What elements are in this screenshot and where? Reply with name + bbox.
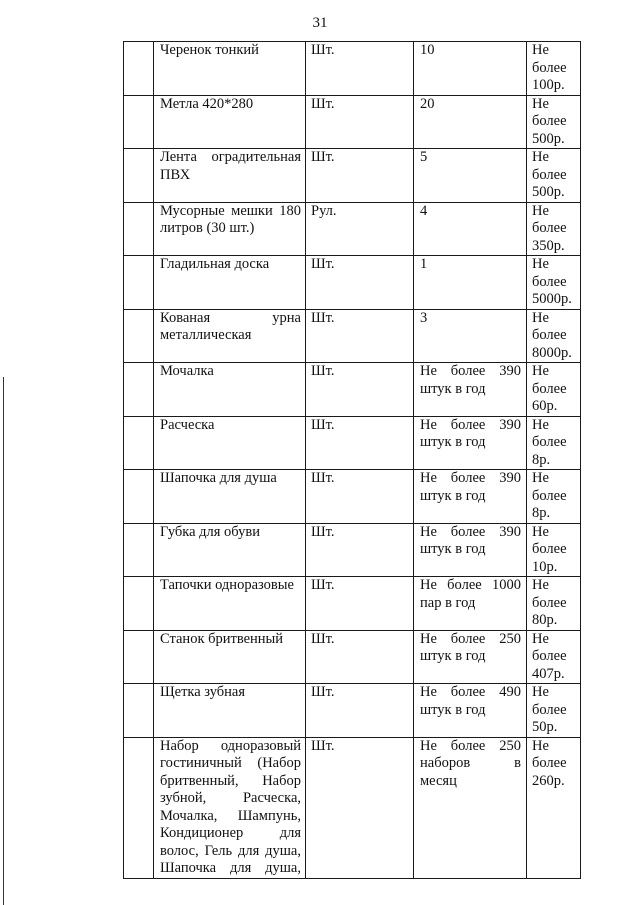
quantity-line: штук в год — [420, 541, 486, 557]
quantity-cell — [414, 470, 527, 524]
unit-cell — [306, 95, 414, 149]
unit-text: Шт. — [311, 737, 335, 754]
price-line: 100р. — [532, 77, 565, 93]
item-name-line: Мочалка, Шампунь, — [160, 807, 301, 824]
item-name-cell — [154, 630, 306, 684]
price-line: 10р. — [532, 558, 558, 575]
item-name-line: Губка для обуви — [160, 523, 260, 540]
price-line: Не — [532, 363, 549, 379]
row-number-cell — [124, 149, 154, 203]
price-line: 5000р. — [532, 291, 572, 307]
quantity-cell — [414, 684, 527, 738]
table-row — [124, 577, 581, 631]
item-name-cell — [154, 202, 306, 256]
price-line: более — [532, 594, 567, 611]
price-line: Не — [532, 630, 549, 647]
price-cell — [527, 202, 581, 256]
item-name-cell — [154, 309, 306, 363]
price-line: Не — [532, 95, 549, 112]
row-number-cell — [124, 42, 154, 96]
quantity-line: Не более 250 — [420, 737, 521, 754]
price-cell — [527, 95, 581, 149]
price-cell — [527, 523, 581, 577]
price-cell — [527, 256, 581, 310]
price-line: более — [532, 541, 567, 557]
item-name-cell — [154, 684, 306, 738]
table-row — [124, 363, 581, 417]
unit-cell — [306, 470, 414, 524]
price-line: 407р. — [532, 665, 565, 682]
quantity-line: Не более 390 — [420, 363, 521, 379]
unit-cell — [306, 684, 414, 738]
item-name-line: Кондиционер для — [160, 825, 301, 841]
quantity-line: 10 — [420, 42, 435, 58]
quantity-cell — [414, 202, 527, 256]
table-row — [124, 470, 581, 524]
price-line: Не — [532, 577, 549, 593]
unit-cell — [306, 202, 414, 256]
table-row — [124, 523, 581, 577]
price-line: 50р. — [532, 719, 558, 735]
quantity-line: Не более 390 — [420, 416, 521, 433]
price-line: 60р. — [532, 398, 558, 414]
item-name-line: литров (30 шт.) — [160, 220, 255, 236]
price-cell — [527, 470, 581, 524]
price-line: 500р. — [532, 130, 565, 147]
unit-text: Шт. — [311, 630, 335, 647]
price-line: 80р. — [532, 612, 558, 628]
price-line: 8р. — [532, 451, 551, 468]
row-number-cell — [124, 470, 154, 524]
price-line: более — [532, 648, 567, 664]
item-name-cell — [154, 256, 306, 310]
price-line: Не — [532, 256, 549, 272]
quantity-line: штук в год — [420, 487, 486, 504]
unit-text: Шт. — [311, 684, 335, 700]
unit-cell — [306, 737, 414, 878]
quantity-line: пар в год — [420, 594, 476, 611]
scan-margin-line — [3, 377, 4, 905]
quantity-cell — [414, 42, 527, 96]
item-name-cell — [154, 470, 306, 524]
quantity-line: штук в год — [420, 380, 486, 397]
row-number-cell — [124, 202, 154, 256]
price-line: более — [532, 487, 567, 504]
quantity-line: месяц — [420, 772, 457, 789]
unit-cell — [306, 523, 414, 577]
price-line: Не — [532, 523, 549, 540]
price-line: 500р. — [532, 184, 565, 200]
page-number: 31 — [312, 15, 328, 31]
quantity-line: Не более 490 — [420, 684, 521, 700]
item-name-line: Гладильная доска — [160, 256, 270, 272]
price-cell — [527, 577, 581, 631]
item-name-cell — [154, 737, 306, 878]
item-name-line: металлическая — [160, 327, 252, 343]
item-name-cell — [154, 416, 306, 470]
quantity-line: штук в год — [420, 434, 486, 450]
unit-text: Шт. — [311, 42, 335, 58]
item-name-line: Черенок тонкий — [160, 42, 259, 58]
price-line: Не — [532, 202, 549, 219]
item-name-line: Лента оградительная — [160, 149, 301, 165]
quantity-line: штук в год — [420, 701, 486, 718]
items-table-body — [124, 42, 581, 879]
price-line: 8000р. — [532, 344, 572, 361]
item-name-line: бритвенный, Набор — [160, 772, 301, 789]
item-name-line: Кованая урна — [160, 309, 301, 326]
item-name-line: Шапочка для душа — [160, 470, 277, 486]
price-line: Не — [532, 149, 549, 165]
quantity-line: 1 — [420, 256, 428, 272]
price-line: Не — [532, 42, 549, 58]
quantity-cell — [414, 309, 527, 363]
row-number-cell — [124, 630, 154, 684]
row-number-cell — [124, 416, 154, 470]
price-line: более — [532, 327, 567, 343]
price-cell — [527, 309, 581, 363]
price-line: более — [532, 220, 567, 236]
table-row — [124, 684, 581, 738]
items-table — [123, 41, 581, 879]
item-name-line: Мочалка — [160, 363, 214, 379]
unit-cell — [306, 256, 414, 310]
table-row — [124, 42, 581, 96]
quantity-line: 5 — [420, 149, 428, 165]
item-name-line: Шапочка для душа, — [160, 860, 301, 876]
row-number-cell — [124, 577, 154, 631]
quantity-cell — [414, 149, 527, 203]
quantity-cell — [414, 363, 527, 417]
item-name-line: Мусорные мешки 180 — [160, 202, 301, 219]
quantity-line: Не более 390 — [420, 470, 521, 486]
quantity-line: 20 — [420, 95, 435, 112]
quantity-cell — [414, 737, 527, 878]
price-line: Не — [532, 737, 549, 754]
unit-text: Шт. — [311, 416, 335, 433]
price-line: 260р. — [532, 772, 565, 789]
price-line: более — [532, 166, 567, 183]
quantity-line: Не более 390 — [420, 523, 521, 540]
unit-cell — [306, 630, 414, 684]
row-number-cell — [124, 309, 154, 363]
item-name-line: гостиничный (Набор — [160, 755, 301, 771]
price-line: более — [532, 113, 567, 129]
unit-text: Шт. — [311, 577, 335, 593]
row-number-cell — [124, 256, 154, 310]
quantity-cell — [414, 95, 527, 149]
unit-cell — [306, 416, 414, 470]
quantity-line: 3 — [420, 309, 428, 326]
unit-text: Шт. — [311, 256, 335, 272]
item-name-line: волос, Гель для душа, — [160, 842, 301, 859]
unit-text: Шт. — [311, 95, 335, 112]
quantity-cell — [414, 416, 527, 470]
unit-cell — [306, 577, 414, 631]
item-name-line: Набор одноразовый — [160, 737, 301, 754]
row-number-cell — [124, 363, 154, 417]
item-name-line: ПВХ — [160, 166, 191, 183]
price-cell — [527, 416, 581, 470]
row-number-cell — [124, 684, 154, 738]
item-name-line: Станок бритвенный — [160, 630, 284, 647]
price-cell — [527, 684, 581, 738]
unit-text: Шт. — [311, 363, 335, 379]
quantity-cell — [414, 256, 527, 310]
price-line: более — [532, 434, 567, 450]
unit-text: Рул. — [311, 202, 337, 219]
table-row — [124, 630, 581, 684]
quantity-line: Не более 1000 — [420, 577, 521, 593]
item-name-cell — [154, 363, 306, 417]
row-number-cell — [124, 523, 154, 577]
item-name-line: зубной, Расческа, — [160, 790, 301, 806]
table-row — [124, 202, 581, 256]
price-cell — [527, 737, 581, 878]
quantity-line: 4 — [420, 202, 428, 219]
table-row — [124, 95, 581, 149]
price-line: более — [532, 701, 567, 718]
price-line: более — [532, 755, 567, 771]
quantity-line: наборов в — [420, 755, 521, 771]
table-row — [124, 256, 581, 310]
price-cell — [527, 363, 581, 417]
item-name-line: Тапочки одноразовые — [160, 577, 294, 593]
price-cell — [527, 149, 581, 203]
unit-text: Шт. — [311, 149, 335, 165]
quantity-line: штук в год — [420, 648, 486, 664]
item-name-cell — [154, 95, 306, 149]
price-cell — [527, 630, 581, 684]
price-cell — [527, 42, 581, 96]
price-line: 8р. — [532, 505, 551, 521]
price-line: Не — [532, 309, 549, 326]
unit-text: Шт. — [311, 523, 335, 540]
unit-cell — [306, 42, 414, 96]
quantity-cell — [414, 577, 527, 631]
unit-cell — [306, 363, 414, 417]
item-name-cell — [154, 523, 306, 577]
table-row — [124, 416, 581, 470]
table-row — [124, 149, 581, 203]
item-name-cell — [154, 149, 306, 203]
item-name-line: Метла 420*280 — [160, 95, 254, 112]
item-name-cell — [154, 577, 306, 631]
price-line: Не — [532, 416, 549, 433]
price-line: более — [532, 273, 567, 290]
row-number-cell — [124, 737, 154, 878]
price-line: Не — [532, 684, 549, 700]
price-line: более — [532, 59, 567, 76]
item-name-line: Щетка зубная — [160, 684, 246, 700]
quantity-cell — [414, 630, 527, 684]
row-number-cell — [124, 95, 154, 149]
price-line: более — [532, 380, 567, 397]
unit-text: Шт. — [311, 470, 335, 486]
unit-cell — [306, 309, 414, 363]
price-line: Не — [532, 470, 549, 486]
table-row — [124, 309, 581, 363]
price-line: 350р. — [532, 237, 565, 254]
table-row — [124, 737, 581, 878]
item-name-cell — [154, 42, 306, 96]
quantity-line: Не более 250 — [420, 630, 521, 647]
unit-cell — [306, 149, 414, 203]
unit-text: Шт. — [311, 309, 335, 326]
quantity-cell — [414, 523, 527, 577]
item-name-line: Расческа — [160, 416, 215, 433]
